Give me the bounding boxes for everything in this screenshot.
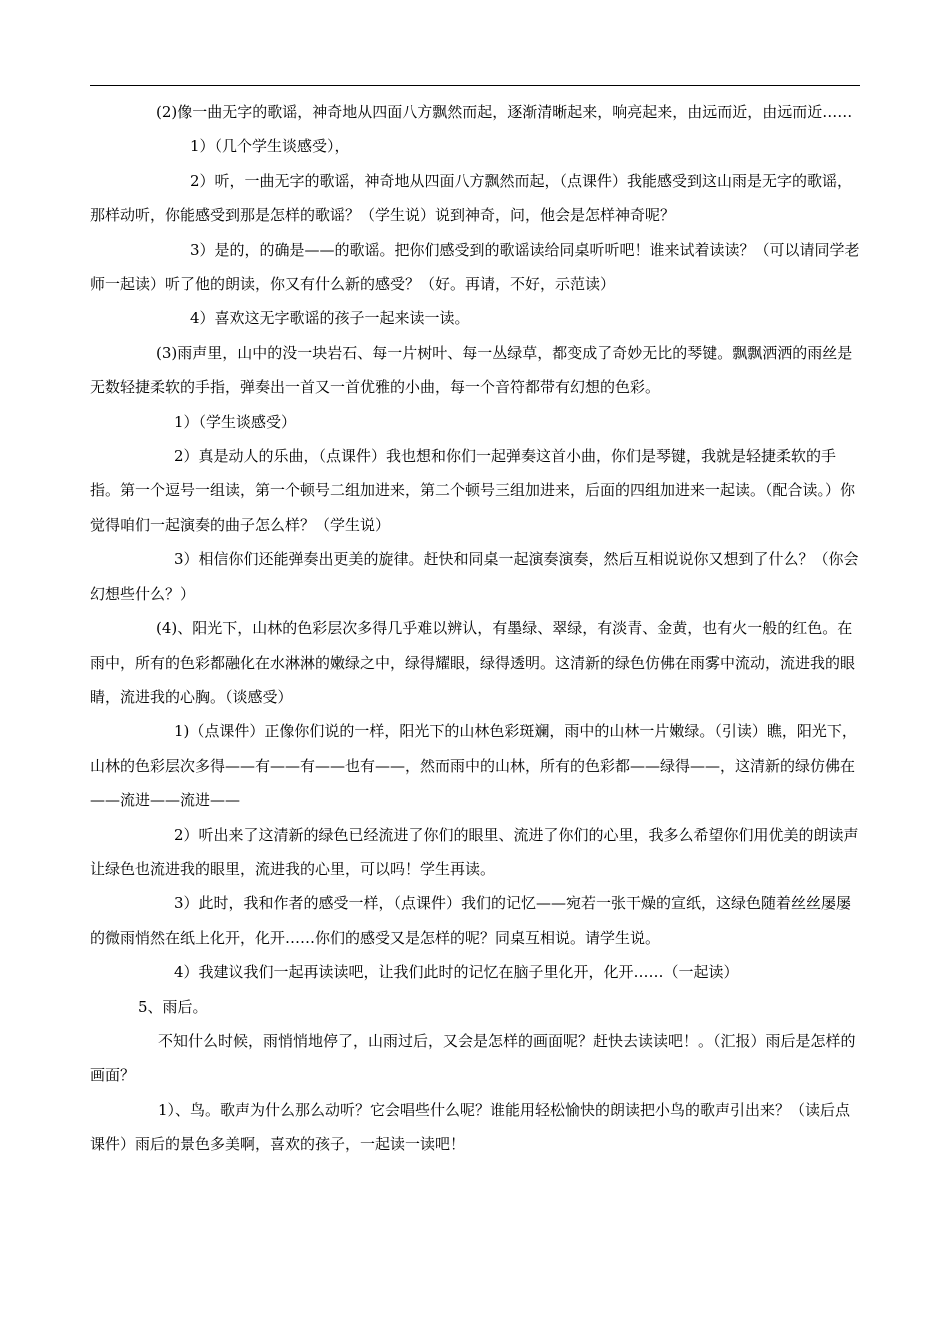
paragraph: 3）相信你们还能弹奏出更美的旋律。赶快和同桌一起演奏演奏，然后互相说说你又想到了什么？（你会幻想些什么？） [90,550,859,603]
paragraph: 3）是的，的确是——的歌谣。把你们感受到的歌谣读给同桌听听吧！谁来试着读读？（可以请同学老师一起读）听了他的朗读，你又有什么新的感受？（好。再请，不好，示范读） [90,240,860,294]
paragraph: 1）、鸟。歌声为什么那么动听？它会唱些什么呢？谁能用轻松愉快的朗读把小鸟的歌声引出来？（读后点课件）雨后的景色多美啊，喜欢的孩子，一起读一读吧！ [90,1100,851,1154]
paragraph: (2)像一曲无字的歌谣，神奇地从四面八方飘然而起，逐渐清晰起来，响亮起来，由远而近，由远而近…… [156,103,853,121]
paragraph: 1）（学生谈感受） [174,412,297,431]
paragraph: 1）（几个学生谈感受）， [190,137,350,156]
paragraph: 4）喜欢这无字歌谣的孩子一起来读一读。 [190,309,470,328]
document-body [90,95,860,1162]
paragraph: 4）我建议我们一起再读读吧，让我们此时的记忆在脑子里化开，化开……（一起读） [174,963,739,982]
paragraph: (4)、阳光下，山林的色彩层次多得几乎难以辨认，有墨绿、翠绿，有淡青、金黄，也有火一般的红色。在雨中，所有的色彩都融化在水淋淋的嫩绿之中，绿得耀眼，绿得透明。这清新的绿色仿佛在雨雾中流动，流进我的眼睛，流进我的心胸。（谈感受） [90,619,856,706]
paragraph: 2）听，一曲无字的歌谣，神奇地从四面八方飘然而起，（点课件）我能感受到这山雨是无字的歌谣，那样动听，你能感受到那是怎样的歌谣？（学生说）说到神奇，问，他会是怎样神奇呢？ [90,171,853,225]
paragraph: 不知什么时候，雨悄悄地停了，山雨过后，又会是怎样的画面呢？赶快去读读吧！。（汇报）雨后是怎样的画面？ [90,1031,856,1085]
section-heading: 5、雨后。 [138,997,208,1016]
paragraph: 2）真是动人的乐曲，（点课件）我也想和你们一起弹奏这首小曲，你们是琴键，我就是轻捷柔软的手指。第一个逗号一组读，第一个顿号二组加进来，第二个顿号三组加进来，后面的四组加进来一起读。（配合读。）你觉得咱们一起演奏的曲子怎么样？（学生说） [90,447,856,534]
paragraph: 2）听出来了这清新的绿色已经流进了你们的眼里、流进了你们的心里，我多么希望你们用优美的朗读声让绿色也流进我的眼里，流进我的心里，可以吗！学生再读。 [90,825,859,878]
paragraph: (3)雨声里，山中的没一块岩石、每一片树叶、每一丛绿草，都变成了奇妙无比的琴键。飘飘洒洒的雨丝是无数轻捷柔软的手指，弹奏出一首又一首优雅的小曲，每一个音符都带有幻想的色彩。 [90,343,853,397]
paragraph: 3）此时，我和作者的感受一样，（点课件）我们的记忆——宛若一张干燥的宣纸，这绿色随着丝丝屡屡的微雨悄然在纸上化开，化开……你们的感受又是怎样的呢？同桌互相说。请学生说。 [90,894,852,947]
paragraph: 1)（点课件）正像你们说的一样，阳光下的山林色彩斑斓，雨中的山林一片嫩绿。（引读）瞧，阳光下，山林的色彩层次多得——有——有——也有——，然而雨中的山林，所有的色彩都——绿得——，这清新的绿仿佛在——流进——流进—— [90,722,857,810]
header-rule [90,85,860,86]
